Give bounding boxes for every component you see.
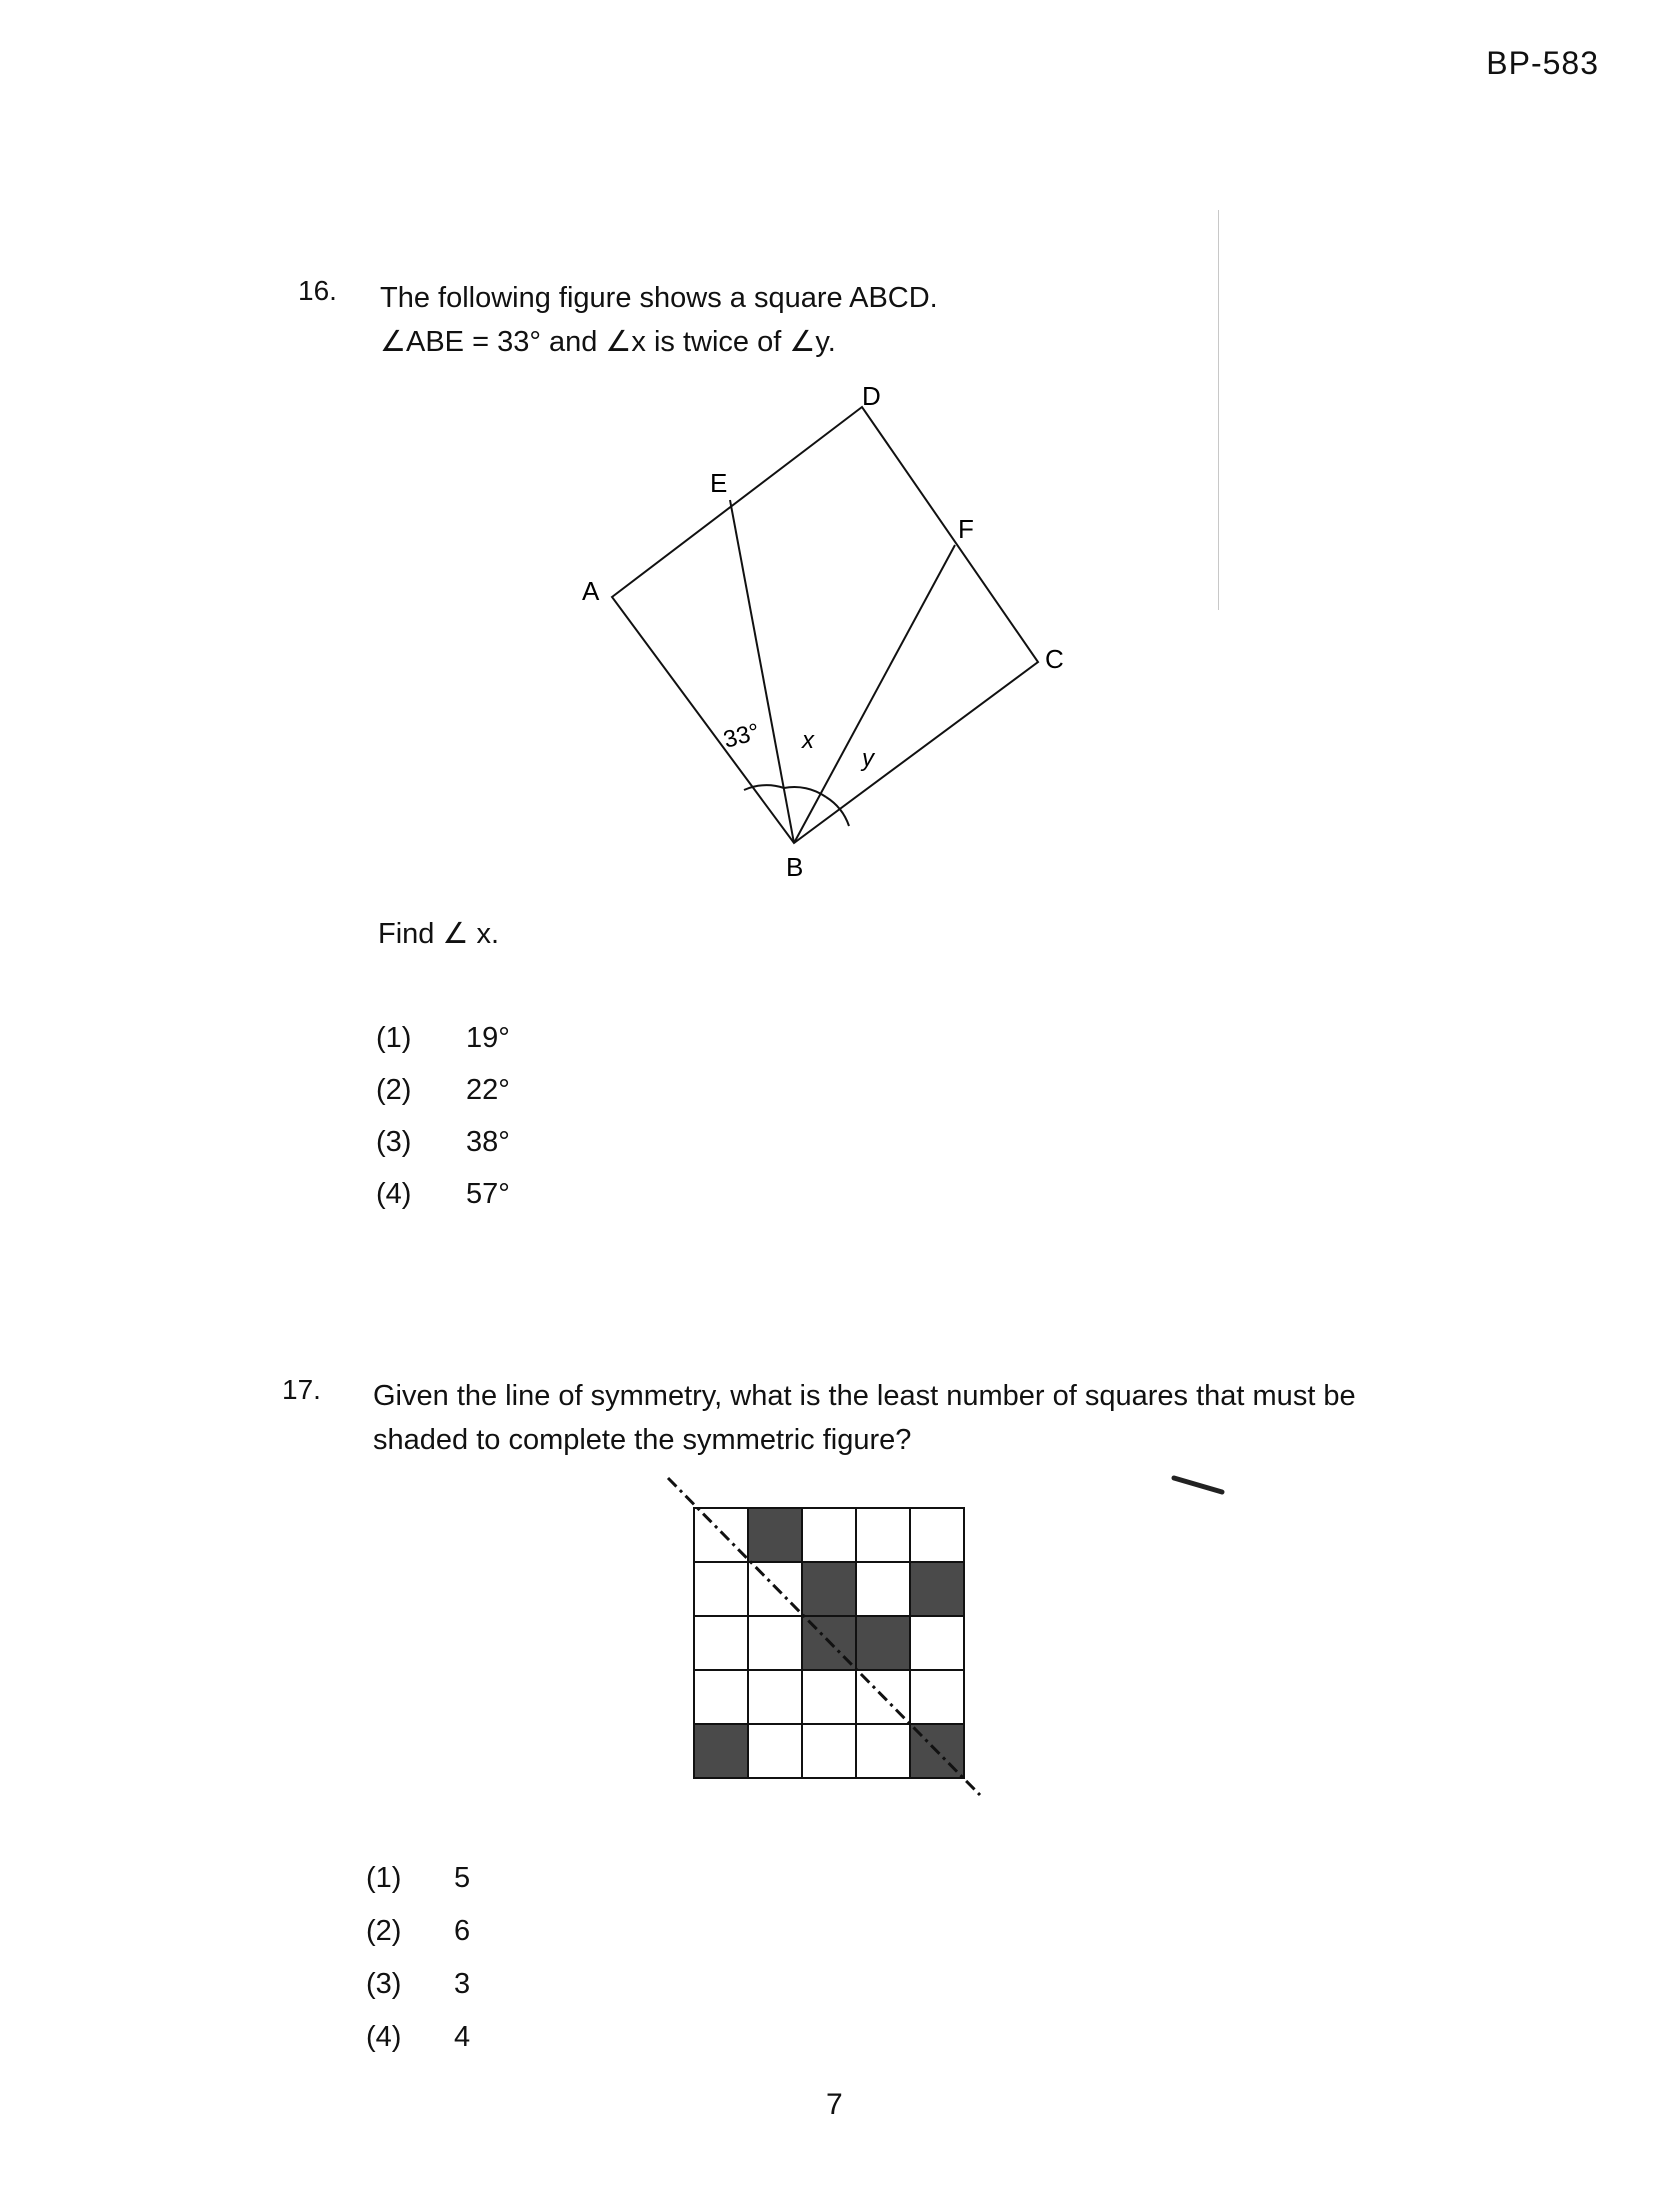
angle-abe-label: 33°	[720, 718, 763, 754]
q16-option-3	[376, 1126, 510, 1159]
option-value: 19°	[466, 1022, 510, 1054]
q17-option-2	[366, 1915, 470, 1948]
option-number: (1)	[366, 1862, 402, 1894]
label-f: F	[958, 514, 974, 544]
grid-cell	[910, 1616, 964, 1670]
option-number: (3)	[366, 1968, 402, 2000]
grid-cell-shaded	[856, 1616, 910, 1670]
grid-cell	[802, 1670, 856, 1724]
grid-cell	[856, 1508, 910, 1562]
q17-option-3	[366, 1968, 470, 2001]
grid-cell-shaded	[748, 1508, 802, 1562]
grid-cell	[748, 1616, 802, 1670]
grid-cell	[910, 1508, 964, 1562]
grid-cell-shaded	[694, 1724, 748, 1778]
q17-line2: shaded to complete the symmetric figure?	[373, 1424, 912, 1456]
label-b: B	[786, 852, 804, 882]
q17-line1: Given the line of symmetry, what is the least number of squares that must be	[373, 1380, 1356, 1412]
segment-be	[730, 500, 794, 843]
square-outline	[612, 407, 1038, 843]
grid-cell-shaded	[910, 1562, 964, 1616]
option-value: 6	[454, 1915, 471, 1947]
grid-cell	[802, 1508, 856, 1562]
option-number: (1)	[376, 1022, 412, 1054]
angle-x-label: x	[802, 727, 814, 754]
q16-option-4	[376, 1178, 510, 1211]
grid-cell	[748, 1724, 802, 1778]
label-a: A	[582, 576, 600, 606]
grid-cell	[856, 1562, 910, 1616]
pen-mark	[1170, 1470, 1230, 1500]
grid-cell	[748, 1670, 802, 1724]
square-abcd-figure	[560, 370, 1080, 890]
q16-option-1	[376, 1022, 510, 1055]
option-number: (2)	[376, 1074, 412, 1106]
document-code: BP-583	[1486, 45, 1599, 81]
option-number: (4)	[376, 1178, 412, 1210]
option-number: (3)	[376, 1126, 412, 1158]
grid-cell	[694, 1562, 748, 1616]
option-value: 3	[454, 1968, 471, 2000]
q17-option-4	[366, 2021, 470, 2054]
option-value: 22°	[466, 1074, 510, 1106]
margin-line	[1218, 210, 1219, 610]
option-number: (2)	[366, 1915, 402, 1947]
option-value: 57°	[466, 1178, 510, 1210]
grid-cell-shaded	[802, 1562, 856, 1616]
q16-line2: ∠ABE = 33° and ∠x is twice of ∠y.	[380, 326, 836, 358]
q17-number: 17.	[282, 1374, 321, 1405]
grid-cell	[910, 1670, 964, 1724]
q16-line1: The following figure shows a square ABCD.	[380, 282, 938, 314]
option-value: 4	[454, 2021, 471, 2053]
grid-cell	[856, 1724, 910, 1778]
symmetry-grid-figure	[650, 1460, 1010, 1820]
option-value: 5	[454, 1862, 471, 1894]
grid-cell	[694, 1670, 748, 1724]
segment-bf	[794, 545, 955, 843]
option-number: (4)	[366, 2021, 402, 2053]
q16-option-2	[376, 1074, 510, 1107]
grid-cell	[802, 1724, 856, 1778]
grid-cell	[694, 1616, 748, 1670]
label-c: C	[1045, 644, 1064, 674]
page-number: 7	[826, 2088, 843, 2121]
label-d: D	[862, 381, 881, 411]
q16-number: 16.	[298, 275, 337, 306]
grid-cell	[694, 1508, 748, 1562]
arc-33	[744, 785, 784, 790]
q17-option-1	[366, 1862, 470, 1895]
label-e: E	[710, 468, 728, 498]
q16-prompt: Find ∠ x.	[378, 918, 500, 950]
angle-y-label: y	[862, 745, 874, 772]
option-value: 38°	[466, 1126, 510, 1158]
